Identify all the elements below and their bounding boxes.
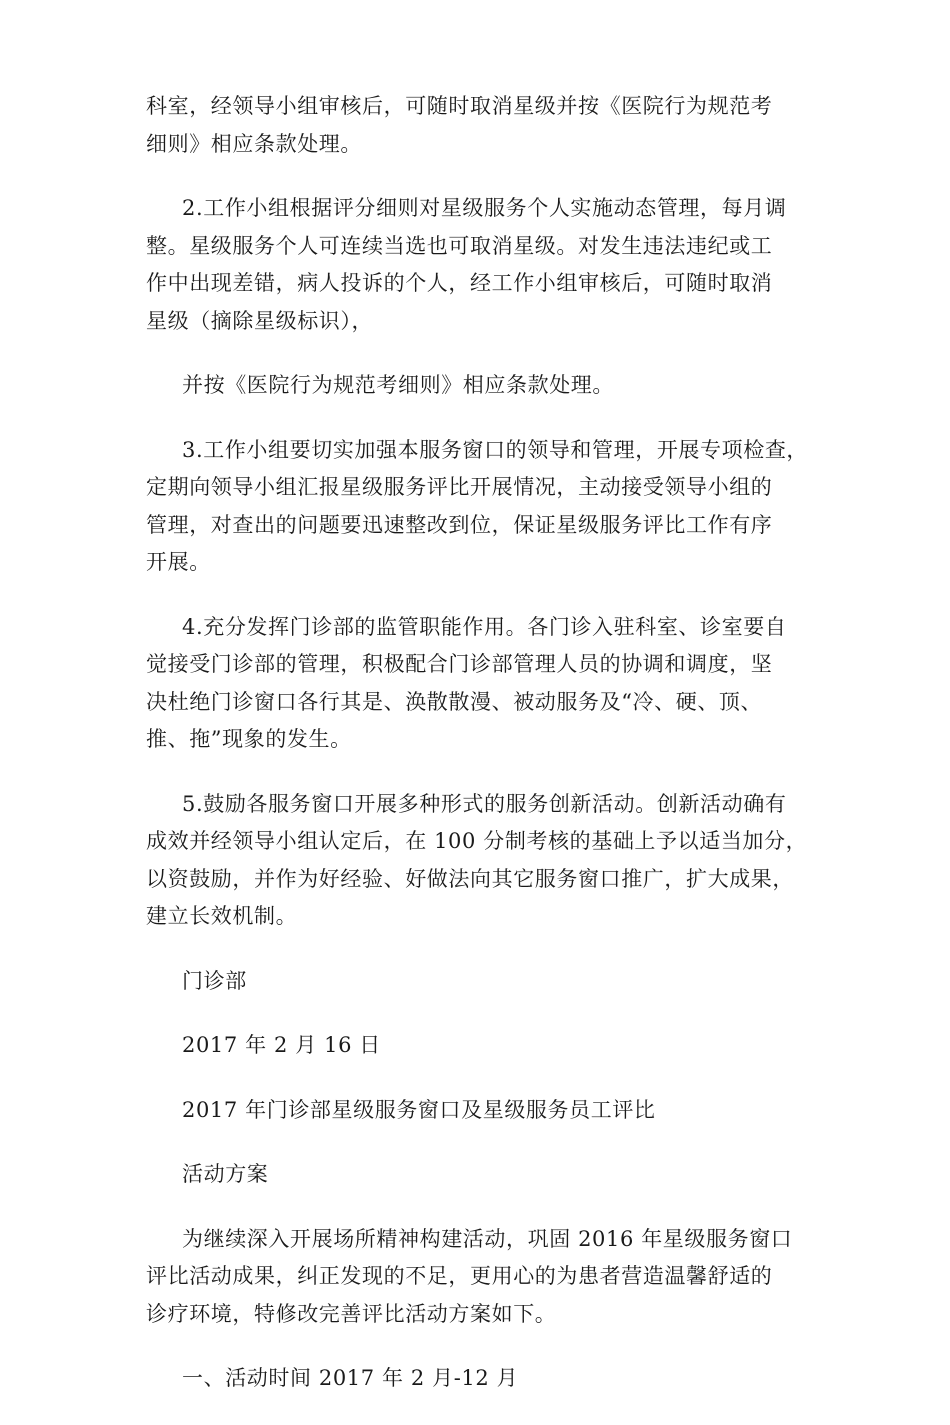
text-line: 为继续深入开展场所精神构建活动，巩固 2016 年星级服务窗口	[182, 1226, 793, 1251]
text-line: 评比活动成果，纠正发现的不足，更用心的为患者营造温馨舒适的	[146, 1264, 773, 1288]
paragraph	[146, 609, 816, 759]
text-line: 4.充分发挥门诊部的监管职能作用。各门诊入驻科室、诊室要自	[182, 614, 787, 639]
document-body	[146, 88, 816, 1425]
text-line: 决杜绝门诊窗口各行其是、涣散散漫、被动服务及“冷、硬、顶、	[146, 689, 763, 714]
text-line: 定期向领导小组汇报星级服务评比开展情况，主动接受领导小组的	[146, 475, 773, 499]
text-line: 推、拖”现象的发生。	[146, 727, 352, 751]
text-line: 成效并经领导小组认定后，在 100 分制考核的基础上予以适当加分，	[146, 829, 808, 853]
paragraph	[146, 432, 816, 582]
text-line: 2017 年 2 月 16 日	[182, 1033, 381, 1057]
text-line: 建立长效机制。	[146, 904, 298, 928]
text-line: 并按《医院行为规范考细则》相应条款处理。	[182, 373, 614, 397]
text-line: 一、活动时间 2017 年 2 月-12 月	[182, 1366, 519, 1390]
text-line: 管理，对查出的问题要迅速整改到位，保证星级服务评比工作有序	[146, 512, 773, 537]
text-line: 诊疗环境，特修改完善评比活动方案如下。	[146, 1301, 557, 1326]
text-line: 作中出现差错，病人投诉的个人，经工作小组审核后，可随时取消	[146, 271, 773, 295]
text-line: 活动方案	[182, 1162, 269, 1186]
text-line: 细则》相应条款处理。	[146, 131, 362, 156]
text-line: 以资鼓励，并作为好经验、好做法向其它服务窗口推广，扩大成果，	[146, 866, 794, 891]
paragraph	[146, 1221, 816, 1334]
text-line: 2017 年门诊部星级服务窗口及星级服务员工评比	[182, 1097, 656, 1122]
paragraph	[146, 786, 816, 936]
text-line: 开展。	[146, 550, 211, 574]
paragraph	[146, 1360, 816, 1398]
text-line: 2.工作小组根据评分细则对星级服务个人实施动态管理，每月调	[182, 196, 787, 220]
text-line: 5.鼓励各服务窗口开展多种形式的服务创新活动。创新活动确有	[182, 791, 787, 816]
paragraph	[146, 1027, 816, 1065]
paragraph	[146, 367, 816, 405]
paragraph	[146, 1156, 816, 1194]
paragraph	[146, 190, 816, 340]
text-line: 觉接受门诊部的管理，积极配合门诊部管理人员的协调和调度，坚	[146, 652, 773, 676]
text-line: 星级（摘除星级标识），	[146, 308, 374, 333]
text-line: 整。星级服务个人可连续当选也可取消星级。对发生违法违纪或工	[146, 233, 773, 258]
paragraph	[146, 963, 816, 1001]
paragraph	[146, 1092, 816, 1130]
paragraph	[146, 88, 816, 163]
text-line: 3.工作小组要切实加强本服务窗口的领导和管理，开展专项检查，	[182, 437, 809, 462]
text-line: 门诊部	[182, 968, 247, 993]
text-line: 科室，经领导小组审核后，可随时取消星级并按《医院行为规范考	[146, 94, 773, 118]
